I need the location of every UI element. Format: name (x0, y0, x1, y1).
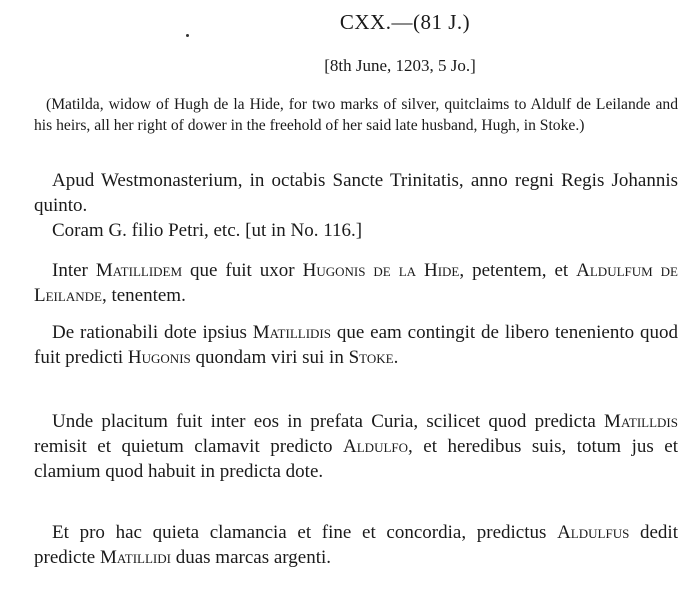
parties-paragraph (34, 258, 678, 308)
settlement-paragraph (34, 409, 678, 484)
dower-text: De rationabili dote ipsius Matillidis que eam contingit de libero teneniento quod fuit predicti Hugonis quondam viri sui in Stoke. (34, 322, 678, 368)
party-name: Aldulfus (557, 522, 630, 543)
place-line: Apud Westmonasterium, in octabis Sancte Trinitatis, anno regni Regis Johannis quinto. (34, 170, 678, 216)
party-name: Hugonis (127, 347, 191, 368)
party-name: Aldulfum de Leilande (34, 260, 678, 306)
place-name: Stoke (348, 347, 394, 368)
dower-paragraph (34, 320, 678, 370)
charter-date (0, 56, 700, 76)
payment-text: Et pro hac quieta clamancia et fine et concordia, predictus Aldulfus dedit predicte Matillidi duas marcas argenti. (34, 522, 678, 568)
parties-text: Inter Matillidem que fuit uxor Hugonis de la Hide, petentem, et Aldulfum de Leilande, tenentem. (34, 260, 678, 306)
payment-paragraph (34, 520, 678, 570)
place-and-court (34, 168, 678, 243)
party-name: Hugonis de la Hide (302, 260, 460, 281)
date-text: [8th June, 1203, 5 Jo.] (324, 56, 476, 75)
party-name: Matillidem (95, 260, 183, 281)
charter-number: CXX.—(81 J.) (339, 10, 471, 34)
party-name: Matilldis (604, 411, 678, 432)
party-name: Matillidi (99, 547, 171, 568)
coram-line: Coram G. filio Petri, etc. [ut in No. 116.] (52, 220, 363, 241)
party-name: Matillidis (252, 322, 331, 343)
english-abstract: (Matilda, widow of Hugh de la Hide, for two marks of silver, quitclaims to Aldulf de Leilande and his heirs, all her right of dower in the freehold of her said late husband, Hugh, in Stoke.) (34, 96, 678, 134)
party-name: Aldulfo (343, 436, 409, 457)
charter-heading (0, 10, 700, 35)
settlement-text: Unde placitum fuit inter eos in prefata Curia, scilicet quod predicta Matilldis remisit et quietum clamavit predicto Aldulfo, et heredibus suis, totum jus et clamium quod habuit in predicta dote. (34, 411, 678, 482)
